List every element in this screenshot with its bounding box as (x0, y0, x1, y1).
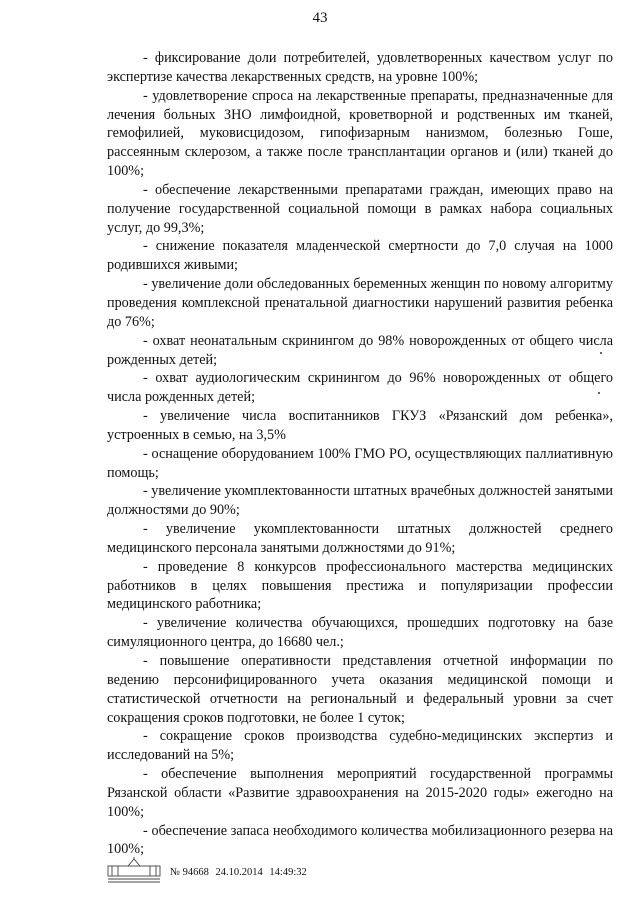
list-item: - проведение 8 конкурсов профессионального мастерства медицинских работников в целях повышения престижа и популяризации профессии медицинского работника; (107, 558, 613, 613)
document-body (107, 49, 613, 859)
list-item: - сокращение сроков производства судебно-медицинских экспертиз и исследований на 5%; (107, 728, 613, 764)
list-item: - увеличение числа воспитанников ГКУЗ «Рязанский дом ребенка», устроенных в семью, на 3,5% (107, 408, 613, 443)
registration-info (170, 867, 311, 878)
list-item: - обеспечение лекарственными препаратами граждан, имеющих право на получение государственной социальной помощи в рамках набора социальных услуг, до 99,3%; (107, 181, 613, 236)
list-item: - охват неонатальным скринингом до 98% новорожденных от общего числа рожденных детей; (107, 332, 613, 368)
list-item: - фиксирование доли потребителей, удовлетворенных качеством услуг по экспертизе качества лекарственных средств, на уровне 100%; (107, 50, 613, 85)
list-item: - увеличение укомплектованности штатных врачебных должностей занятыми должностями до 90%; (107, 483, 613, 519)
list-item: - снижение показателя младенческой смертности до 7,0 случая на 1000 родившихся живыми; (107, 238, 613, 274)
scan-speck (600, 352, 602, 354)
list-item: - повышение оперативности представления отчетной информации по ведению персонифицированного учета оказания медицинской помощи и статистической отчетности на региональный и федеральный уровни за счет сокращения сроков подготовки, не более 1 суток; (107, 653, 613, 726)
list-item: - обеспечение выполнения мероприятий государственной программы Рязанской области «Развитие здравоохранения на 2015-2020 годы» ежегодно на 100%; (107, 766, 613, 820)
list-item: - увеличение доли обследованных беременных женщин по новому алгоритму проведения комплексной пренатальной диагностики нарушений развития ребенка до 76%; (107, 276, 613, 330)
document-number: № 94668 (170, 867, 209, 878)
registration-time: 14:49:32 (269, 867, 307, 878)
document-footer (106, 856, 526, 886)
list-item: - увеличение количества обучающихся, прошедших подготовку на базе симуляционного центра, до 16680 чел.; (107, 615, 613, 651)
registration-date: 24.10.2014 (215, 867, 263, 878)
registry-stamp-icon (106, 856, 162, 884)
list-item: - обеспечение запаса необходимого количества мобилизационного резерва на 100%; (107, 822, 613, 858)
list-item: - увеличение укомплектованности штатных должностей среднего медицинского персонала занятыми должностями до 91%; (107, 521, 613, 556)
list-item: - оснащение оборудованием 100% ГМО РО, осуществляющих паллиативную помощь; (107, 445, 613, 481)
scan-speck (598, 392, 600, 394)
list-item: - охват аудиологическим скринингом до 96% новорожденных от общего числа рожденных детей; (107, 370, 613, 406)
list-item: - удовлетворение спроса на лекарственные препараты, предназначенные для лечения больных ЗНО лимфоидной, кроветворной и родственных им тканей, гемофилией, муковисцидозом, гипофизарным нанизмом, болезнью Гоше, рассеянным склерозом, а также после трансплантации органов и (или) тканей до 100%; (107, 87, 613, 180)
page-number: 43 (312, 10, 328, 26)
